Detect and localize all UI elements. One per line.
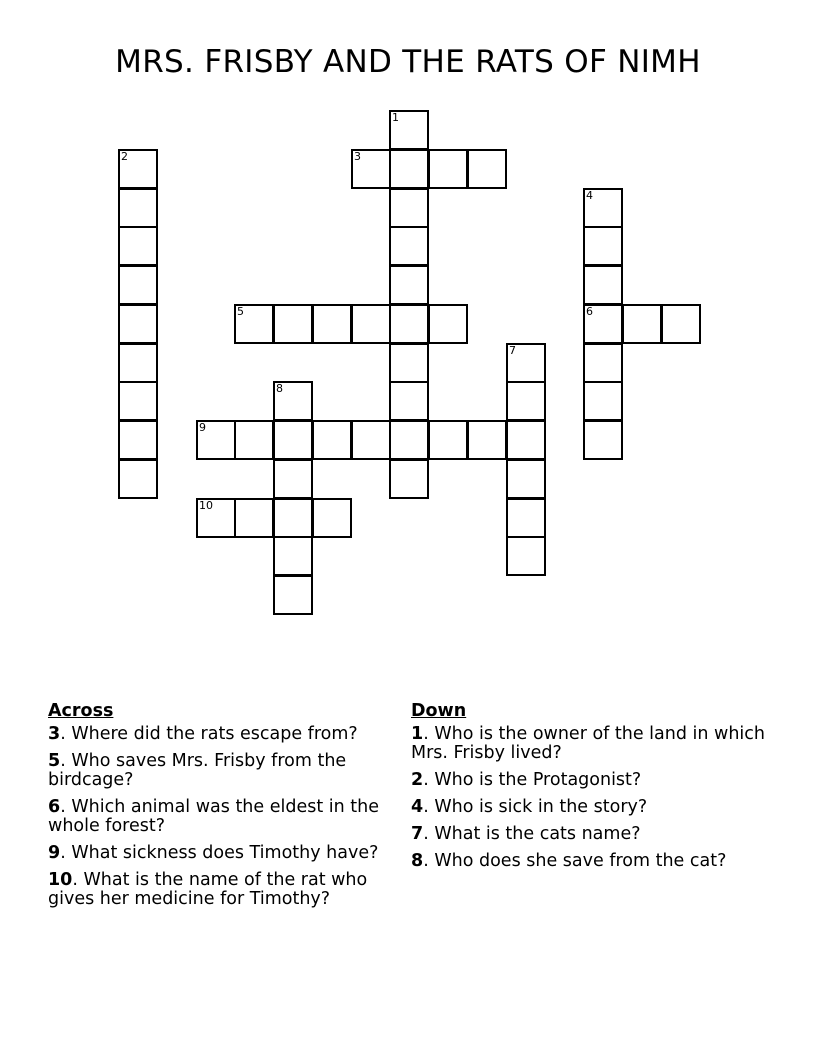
- puzzle-title: MRS. FRISBY AND THE RATS OF NIMH: [115, 44, 701, 80]
- grid-cell-3[interactable]: [351, 149, 391, 189]
- grid-cell[interactable]: [583, 343, 623, 383]
- grid-cell[interactable]: [389, 149, 429, 189]
- clue-text: Who is the Protagonist?: [434, 770, 642, 790]
- grid-cell-9[interactable]: [196, 420, 236, 460]
- cell-number: 6: [586, 305, 593, 318]
- grid-cell[interactable]: [389, 304, 429, 344]
- grid-cell[interactable]: [506, 498, 546, 538]
- clue-number: 5: [48, 751, 61, 771]
- grid-cell[interactable]: [118, 265, 158, 305]
- across-clues: [48, 702, 403, 917]
- grid-cell-7[interactable]: [506, 343, 546, 383]
- grid-cell[interactable]: [389, 343, 429, 383]
- grid-cell[interactable]: [234, 420, 274, 460]
- grid-cell[interactable]: [118, 304, 158, 344]
- cell-number: 8: [276, 382, 283, 395]
- grid-cell-1[interactable]: [389, 110, 429, 150]
- across-clue-9: 9. What sickness does Timothy have?: [48, 843, 379, 863]
- grid-cell[interactable]: [583, 381, 623, 421]
- grid-cell[interactable]: [312, 304, 352, 344]
- cell-number: 4: [586, 189, 593, 202]
- grid-cell[interactable]: [312, 498, 352, 538]
- cell-number: 7: [509, 344, 516, 357]
- down-clues: [411, 702, 766, 879]
- grid-cell[interactable]: [389, 265, 429, 305]
- clue-text: Who does she save from the cat?: [434, 851, 727, 871]
- down-clue-4: 4. Who is sick in the story?: [411, 797, 648, 817]
- down-clue-8: 8. Who does she save from the cat?: [411, 851, 727, 871]
- grid-cell[interactable]: [622, 304, 662, 344]
- grid-cell-5[interactable]: [234, 304, 274, 344]
- grid-cell-4[interactable]: [583, 188, 623, 228]
- grid-cell[interactable]: [351, 420, 391, 460]
- grid-cell[interactable]: [118, 188, 158, 228]
- grid-cell[interactable]: [273, 536, 313, 576]
- grid-cell[interactable]: [583, 226, 623, 266]
- grid-cell[interactable]: [583, 420, 623, 460]
- grid-cell[interactable]: [506, 420, 546, 460]
- clue-number: 3: [48, 724, 61, 744]
- clue-number: 1: [411, 724, 424, 744]
- clue-number: 8: [411, 851, 424, 871]
- clue-text: Which animal was the eldest in the whole forest?: [48, 797, 380, 836]
- clue-text: What sickness does Timothy have?: [71, 843, 379, 863]
- clue-number: 10: [48, 870, 73, 890]
- grid-cell[interactable]: [273, 575, 313, 615]
- down-clue-2: 2. Who is the Protagonist?: [411, 770, 642, 790]
- grid-cell[interactable]: [506, 381, 546, 421]
- grid-cell[interactable]: [312, 420, 352, 460]
- grid-cell[interactable]: [389, 226, 429, 266]
- grid-cell[interactable]: [506, 459, 546, 499]
- grid-cell-2[interactable]: [118, 149, 158, 189]
- clue-text: Who is the owner of the land in which Mrs. Frisby lived?: [411, 724, 766, 763]
- grid-cell[interactable]: [506, 536, 546, 576]
- grid-cell[interactable]: [389, 188, 429, 228]
- cell-number: 3: [354, 150, 361, 163]
- grid-cell[interactable]: [118, 459, 158, 499]
- grid-cell[interactable]: [661, 304, 701, 344]
- grid-cell[interactable]: [428, 420, 468, 460]
- across-clue-3: 3. Where did the rats escape from?: [48, 724, 358, 744]
- grid-cell[interactable]: [234, 498, 274, 538]
- cell-number: 2: [121, 150, 128, 163]
- cell-number: 1: [392, 111, 399, 124]
- cell-number: 9: [199, 421, 206, 434]
- across-clue-6: 6. Which animal was the eldest in the whole forest?: [48, 797, 380, 836]
- grid-cell[interactable]: [389, 381, 429, 421]
- grid-cell[interactable]: [428, 304, 468, 344]
- clue-text: Where did the rats escape from?: [71, 724, 358, 744]
- grid-cell[interactable]: [467, 420, 507, 460]
- grid-cell[interactable]: [351, 304, 391, 344]
- grid-cell[interactable]: [583, 265, 623, 305]
- grid-cell[interactable]: [467, 149, 507, 189]
- down-clue-7: 7. What is the cats name?: [411, 824, 641, 844]
- grid-cell[interactable]: [273, 304, 313, 344]
- clue-text: What is the cats name?: [434, 824, 641, 844]
- grid-cell[interactable]: [118, 381, 158, 421]
- clue-number: 7: [411, 824, 424, 844]
- across-clue-10: 10. What is the name of the rat who gives her medicine for Timothy?: [48, 870, 368, 909]
- down-clue-1: 1. Who is the owner of the land in which Mrs. Frisby lived?: [411, 724, 766, 763]
- clue-text: Who is sick in the story?: [434, 797, 648, 817]
- grid-cell[interactable]: [389, 420, 429, 460]
- grid-cell[interactable]: [273, 459, 313, 499]
- across-clue-5: 5. Who saves Mrs. Frisby from the birdcage?: [48, 751, 347, 790]
- grid-cell[interactable]: [428, 149, 468, 189]
- clue-number: 2: [411, 770, 424, 790]
- grid-cell[interactable]: [118, 343, 158, 383]
- grid-cell[interactable]: [118, 420, 158, 460]
- grid-cell[interactable]: [273, 498, 313, 538]
- grid-cell[interactable]: [118, 226, 158, 266]
- grid-cell[interactable]: [389, 459, 429, 499]
- cell-number: 10: [199, 499, 213, 512]
- clue-number: 4: [411, 797, 424, 817]
- down-heading: Down: [411, 701, 467, 721]
- clue-text: Who saves Mrs. Frisby from the birdcage?: [48, 751, 347, 790]
- clue-text: What is the name of the rat who gives her medicine for Timothy?: [48, 870, 368, 909]
- grid-cell[interactable]: [273, 420, 313, 460]
- clue-number: 6: [48, 797, 61, 817]
- grid-cell-10[interactable]: [196, 498, 236, 538]
- cell-number: 5: [237, 305, 244, 318]
- clue-number: 9: [48, 843, 61, 863]
- grid-cell-6[interactable]: [583, 304, 623, 344]
- across-heading: Across: [48, 701, 114, 721]
- grid-cell-8[interactable]: [273, 381, 313, 421]
